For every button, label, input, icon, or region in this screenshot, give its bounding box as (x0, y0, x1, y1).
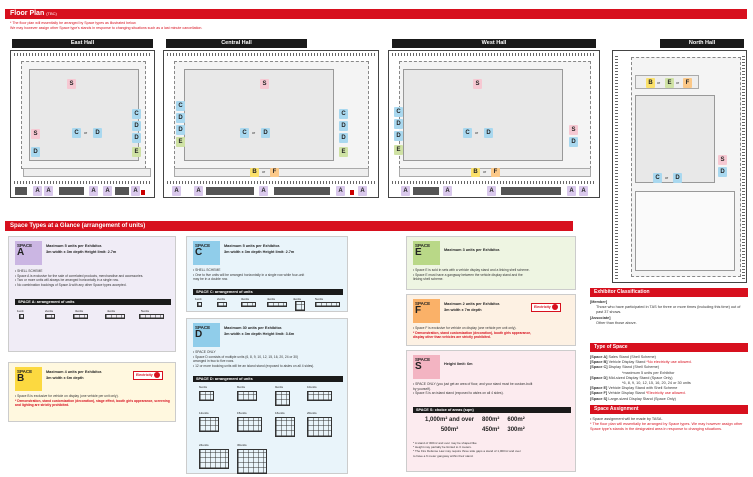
type-of-space-title: Type of Space (590, 343, 748, 352)
space-s-area-table: 1,000m² and over 800m² 600m² 500m² 450m² 300m² (425, 417, 525, 433)
electricity-badge: Electricity (531, 303, 561, 312)
west-hall-header: West Hall (392, 39, 596, 48)
central-hall-header: Central Hall (166, 39, 307, 48)
type-of-space-list: [Space A] Sales Stand (Shell Scheme) [Space B] Vehicle Display Stand *No electricity use allowed. [Space C] Display Stand (Shell Scheme) *maximum 5 units per Exhibitor [Space D] Mid-sized Display Stand (Space Only) *6, 8, 9, 10, 12, 15, 16, 20, 24 or 30 units [Space E] Vehicle Display Stand with Shell Scheme [Space F] Vehicle Display Stand *Electricity use allowed. [Space S] Large-sized Display Stand (Space Only) (590, 355, 692, 401)
space-f-badge: SPACE F (413, 299, 440, 323)
floor-plan-notice: * The floor plan will essentially be arranged by Space types as illustrated below. We may however assign other Space type's stands in response to changing situations such as a last minute cancellation. (10, 21, 203, 30)
space-s-card: SPACE S Height limit: 6m • SPACE ONLY (you just get an area of floor, and your stand must be custom-built by yourself). • Space S is an island stand (exposed to aisles on all 4 sides). SPACE S: choice of areas (sqm) 1,000m² and over 800m² 600m² 500m² 450m² 300m² * A stand of 300m² and over may be shaped like * Height may partially be limited to 3 meters. * The Fire Defense Law may require three side gaps a stand of 1,000m² and over to have a 6 meter gangway within their stand. (406, 350, 576, 472)
space-types-title: Space Types at a Glance (arrangement of units) (5, 221, 573, 231)
exhibitor-classification-text: [Member] Those who have participated in TAS for three or more times (including this time) out of past 37 shows. [Associate] Other than those above. (590, 300, 741, 325)
space-assignment-text: • Space assignment will be made by TASA. * The floor plan will essentially be arranged by Space types. We may however assign other Space type's stands in the designated area in response to changing situations. (590, 417, 743, 432)
no-electricity-badge: Electricity (133, 371, 163, 380)
space-b-card: SPACE B Maximum 4 units per Exhibitor. 3m width x 6m depth Electricity • Space B is exclusive for vehicle on display (one vehicle per unit only). * Demonstration, stand customization (decoration), stage effect, booth girls appearance, screening and lighting are strictly prohibited. (8, 362, 176, 422)
space-d-badge: SPACE D (193, 323, 220, 347)
east-hall-map: S S D C or D C D D E A A A A A (10, 50, 155, 198)
space-f-card: SPACE F Maximum 2 units per Exhibitor. 3m width x 7m depth Electricity • Space F is exclusive for vehicle on display (one vehicle per unit only). * Demonstration, stand customization (decoration), booth girls appearance, display other than vehicles are strictly prohibited. (406, 294, 576, 346)
electricity-icon (552, 304, 558, 310)
east-hall-header: East Hall (12, 39, 153, 48)
north-hall-map: B or E or F C or D S D (612, 50, 747, 283)
space-s-badge: SPACE S (413, 355, 440, 379)
space-e-card: SPACE E Maximum 3 units per Exhibitor. • Space E is sold in sets with a vehicle display stand and a linking shell scheme. • Space E must have a gangway between the vehicle display stand and the linking shell scheme. (406, 236, 576, 290)
space-e-badge: SPACE E (413, 241, 440, 265)
space-c-card: SPACE C Maximum 5 units per Exhibitor. 3m width x 3m depth Height limit: 2.7m • SHELL SCHEME • One to five units will be arranged horizontally in a single row while four-unit may be in a double row. SPACE C: arrangement of units 1unit 2units 3units 4units 4units 5units (186, 236, 348, 312)
central-hall-map: S C D D E C or D C D D E B or F A A A A A (163, 50, 379, 198)
west-hall-map: S C D D E C or D S D B or F A A A A A (388, 50, 600, 198)
exhibitor-classification-title: Exhibitor Classification (590, 288, 748, 297)
space-assignment-title: Space Assignment (590, 405, 748, 414)
space-a-card: SPACE A Maximum 5 units per Exhibitor. 3m width x 3m depth Height limit: 2.7m • SHELL SCHEME • Space A is exclusive for the sale of correlated products, merchandise and accessories. • Two or more units will always be arranged horizontally in a single row. • No combination bookings of Space A with any other Space types accepted. SPACE A: arrangement of units 1unit 2units 3units 4units 5units (8, 236, 176, 352)
space-c-badge: SPACE C (193, 241, 220, 265)
space-b-badge: SPACE B (15, 367, 42, 391)
space-d-card: SPACE D Maximum 30 units per Exhibitor. 3m width x 3m depth Height limit: 3.6m • SPACE ONLY • Space D consists of multiple units (6, 8, 9, 10, 12, 15, 16, 20, 24 or 30) arranged in two to five rows. • 12 or more booking units will be an island stand (exposed to aisles on all 4 sides). SPACE D: arrangement of units 6units 8units 9units 10units 12units 15units 16units 20units 24units 30units (186, 318, 348, 474)
electricity-off-icon (154, 372, 160, 378)
space-a-badge: SPACE A (15, 241, 42, 265)
north-hall-header: North Hall (660, 39, 744, 48)
floor-plan-title: Floor Plan (TBC) (5, 9, 747, 19)
